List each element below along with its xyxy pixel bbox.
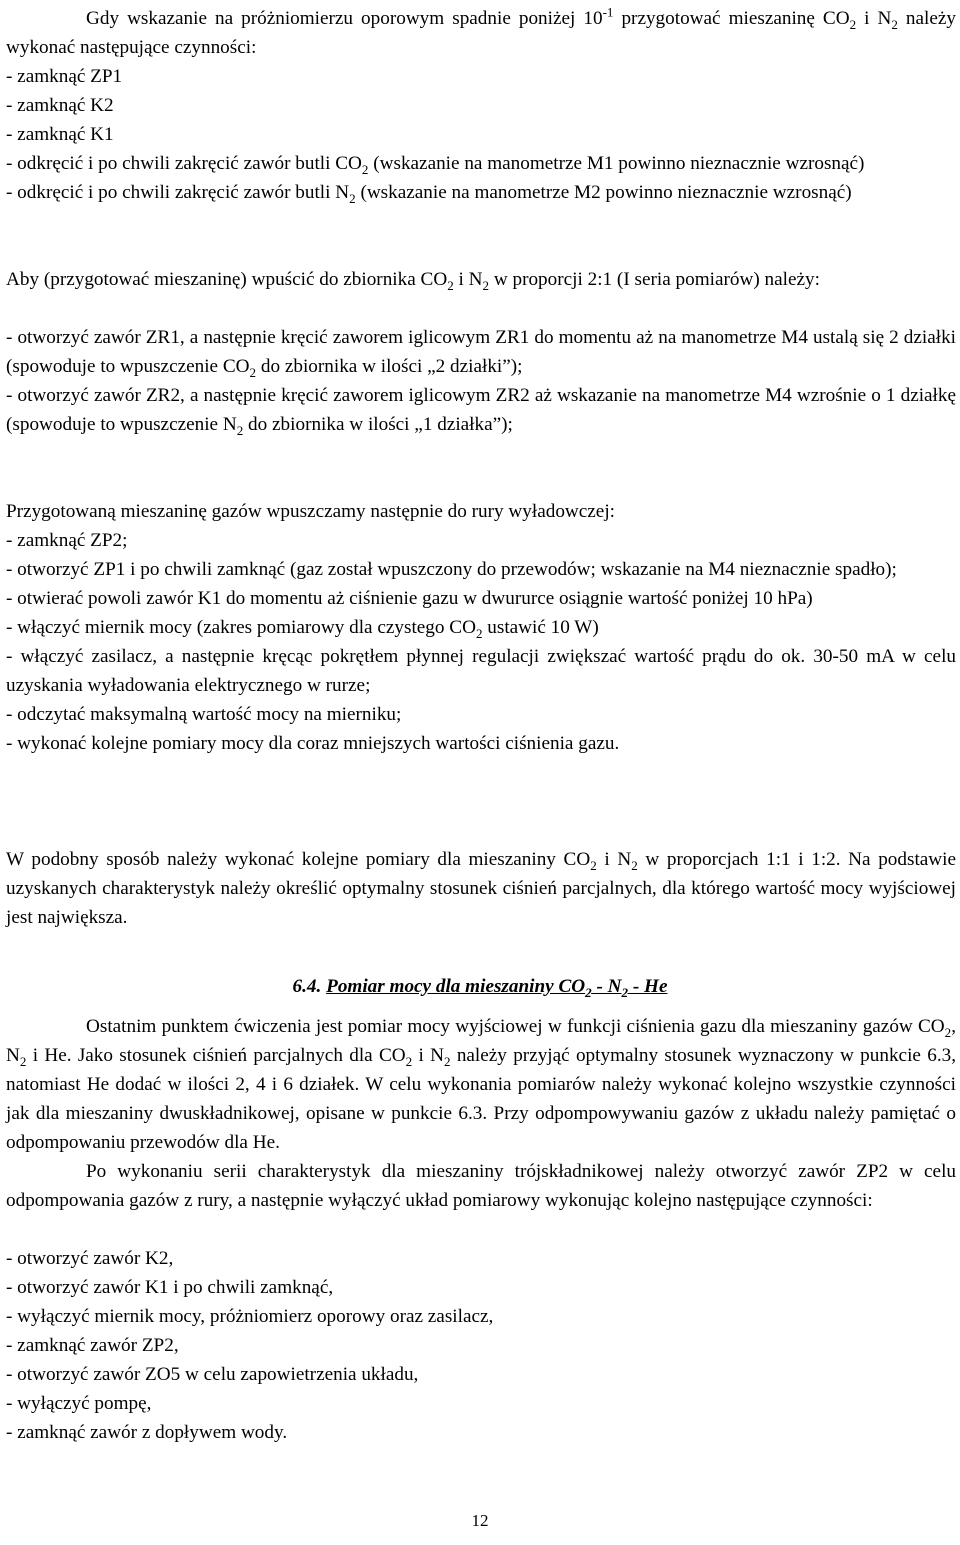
- list-item: - zamknąć zawór z dopływem wody.: [6, 1422, 288, 1443]
- list-item: - wykonać kolejne pomiary mocy dla coraz mniejszych wartości ciśnienia gazu.: [6, 733, 620, 754]
- steps-list-2: [6, 323, 956, 439]
- text: Gdy wskazanie na próżniomierzu oporowym spadnie poniżej 10: [86, 8, 603, 29]
- section-heading: 6.4. Pomiar mocy dla mieszaniny $CO_2 - N_2$ - He: [292, 976, 668, 1000]
- list-item: - włączyć miernik mocy (zakres pomiarowy dla czystego $CO_2$ ustawić 10 W): [6, 617, 599, 641]
- list-item: - odkręcić i po chwili zakręcić zawór butli $CO_2$ (wskazanie na manometrze M1 powinno nieznacznie wzrosnąć): [6, 153, 865, 177]
- list-item: - zamknąć K1: [6, 124, 114, 145]
- section-title: Pomiar mocy dla mieszaniny $CO_2 - N_2$ - He: [326, 976, 668, 1000]
- proportions-paragraph: W podobny sposób należy wykonać kolejne pomiary dla mieszaniny $CO_2$ i $N_2$ w proporcjach 1:1 i 1:2. Na podstawie uzyskanych charakterystyk należy określić optymalny stosunek ciśnień parcjalnych, dla którego wartość mocy wyjściowej jest największa.: [6, 849, 956, 928]
- exponent: -1: [602, 4, 614, 20]
- text: przygotować mieszaninę CO: [613, 8, 850, 29]
- mixing-paragraph: Aby (przygotować mieszaninę) wpuścić do zbiornika $CO_2$ i $N_2$ w proporcji 2:1 (I seria pomiarów) należy:: [6, 269, 820, 293]
- list-item: - otworzyć zawór ZO5 w celu zapowietrzenia układu,: [6, 1364, 419, 1385]
- list-item: - otworzyć zawór K2,: [6, 1248, 174, 1269]
- list-item: - włączyć zasilacz, a następnie kręcąc pokrętłem płynnej regulacji zwiększać wartość prądu do ok. 30-50 mA w celu uzyskania wyładowania elektrycznego w rurze;: [6, 646, 956, 696]
- text: należy wykonać następujące czynności:: [6, 8, 956, 58]
- list-item: - otwierać powoli zawór K1 do momentu aż ciśnienie gazu w dwururce osiągnie wartość poniżej 10 hPa): [6, 588, 813, 609]
- list-item: - zamknąć K2: [6, 95, 114, 116]
- list-item: - zamknąć ZP2;: [6, 530, 128, 551]
- subscript: 2: [849, 16, 857, 32]
- list-item: - zamknąć zawór ZP2,: [6, 1335, 179, 1356]
- three-component-paragraph: Ostatnim punktem ćwiczenia jest pomiar mocy wyjściowej w funkcji ciśnienia gazu dla mieszaniny gazów $CO_2$, $N_2$ i He. Jako stosunek ciśnień parcjalnych dla $CO_2$ i $N_2$ należy przyjąć optymalny stosunek wyznaczony w punkcie 6.3, natomiast He dodać w ilości 2, 4 i 6 działek. W celu wykonania pomiarów należy wykonać kolejno wszystkie czynności jak dla mieszaniny dwuskładnikowej, opisane w punkcie 6.3. Przy odpompowywaniu gazów z układu należy pamiętać o odpompowaniu przewodów dla He.: [6, 1016, 957, 1153]
- subscript: 2: [891, 16, 898, 32]
- list-item: - odczytać maksymalną wartość mocy na mierniku;: [6, 704, 402, 725]
- list-item: - odkręcić i po chwili zakręcić zawór butli $N_2$ (wskazanie na manometrze M2 powinno nieznacznie wzrosnąć): [6, 182, 852, 206]
- list-item: - wyłączyć miernik mocy, próżniomierz oporowy oraz zasilacz,: [6, 1306, 494, 1327]
- shutdown-paragraph: Po wykonaniu serii charakterystyk dla mieszaniny trójskładnikowej należy otworzyć zawór ZP2 w celu odpompowania gazów z rury, a następnie wyłączyć układ pomiarowy wykonując kolejno następujące czynności:: [6, 1161, 956, 1211]
- list-item: - zamknąć ZP1: [6, 66, 123, 87]
- list-item: - wyłączyć pompę,: [6, 1393, 152, 1414]
- steps-list-3: [6, 526, 956, 758]
- discharge-paragraph: Przygotowaną mieszaninę gazów wpuszczamy następnie do rury wyładowczej:: [6, 501, 615, 522]
- steps-list-4: [6, 1244, 956, 1447]
- steps-list-1: [6, 62, 956, 207]
- intro-paragraph: [6, 4, 956, 62]
- list-item: - otworzyć zawór ZR1, a następnie kręcić zaworem iglicowym ZR1 do momentu aż na manometrze M4 ustalą się 2 działki (spowoduje to wpuszczenie $CO_2$ do zbiornika w ilości „2 działki”);: [6, 327, 956, 380]
- list-item: - otworzyć ZP1 i po chwili zamknąć (gaz został wpuszczony do przewodów; wskazanie na M4 nieznacznie spadło);: [6, 559, 897, 580]
- text: i N: [856, 8, 892, 29]
- list-item: - otworzyć zawór ZR2, a następnie kręcić zaworem iglicowym ZR2 aż wskazanie na manometrze M4 wzrośnie o 1 działkę (spowoduje to wpuszczenie $N_2$ do zbiornika w ilości „1 działka”);: [6, 385, 956, 438]
- list-item: - otworzyć zawór K1 i po chwili zamknąć,: [6, 1277, 334, 1298]
- page-number: 12: [471, 1511, 489, 1530]
